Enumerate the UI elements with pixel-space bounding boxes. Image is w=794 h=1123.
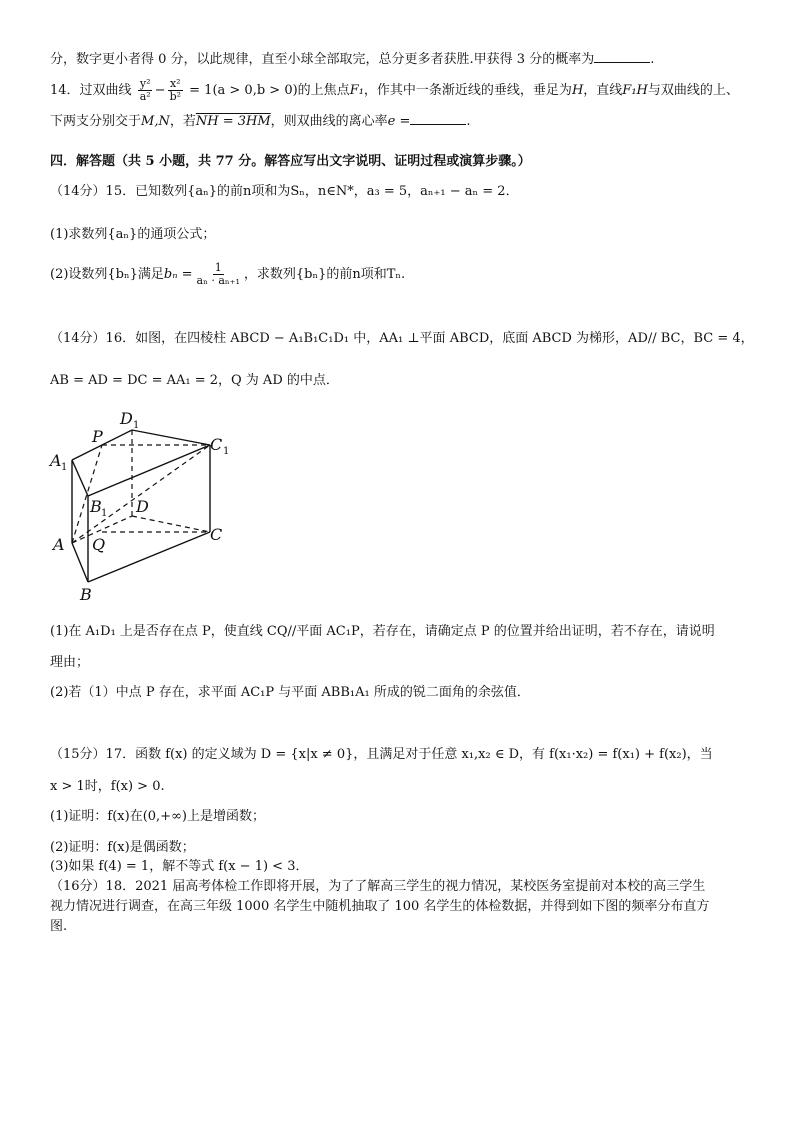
edge-b-c (88, 532, 210, 582)
label-d1-sub: 1 (133, 420, 140, 431)
q15-part2-b: ，求数列{bₙ}的前n项和Tₙ. (243, 267, 406, 282)
section-title: 四．解答题（共 5 小题，共 77 分。解答应写出文字说明、证明过程或演算步骤。） (50, 154, 531, 169)
q16-stem1: （14分）16．如图，在四棱柱 ABCD − A₁B₁C₁D₁ 中，AA₁ ⊥平面 ABCD，底面 ABCD 为梯形，AD// BC，BC = 4， (50, 331, 754, 346)
q14-rest: ，作其中一条渐近线的垂线，垂足为 (363, 83, 572, 98)
points-mn: M,N (141, 114, 170, 129)
q17-part1: (1)证明：f(x)在(0,+∞)上是增函数； (50, 809, 265, 824)
answer-blank (410, 112, 466, 125)
label-a1: A (50, 451, 62, 470)
q14-condition: = 1(a > 0,b > 0) (189, 83, 298, 98)
vector-equation: NH = 3HM (195, 114, 271, 129)
q13-tail-line: 分，数字更小者得 0 分，以此规律，直至小球全部取完，总分更多者获胜.甲获得 3 分的概率为 . (50, 52, 655, 67)
answer-blank (594, 50, 650, 63)
label-c1: C (210, 435, 223, 454)
q18-line3: 图. (50, 919, 68, 934)
fraction-bn (195, 262, 242, 287)
frac-num: x² (169, 77, 181, 90)
label-c: C (210, 525, 223, 544)
q14-line2-a: 下两支分别交于 (50, 114, 142, 129)
label-q: Q (92, 535, 106, 554)
q14-rest2: ，直线 (583, 83, 623, 98)
q16-stem2: AB = AD = DC = AA₁ = 2，Q 为 AD 的中点． (50, 373, 339, 388)
frac-den: aₙ · aₙ₊₁ (196, 274, 240, 287)
q17-stem2: x > 1时，f(x) > 0. (50, 779, 165, 794)
q14-prefix: 14．过双曲线 (50, 83, 132, 98)
frac-den: a² (139, 90, 151, 103)
q15-stem: （14分）15．已知数列{aₙ}的前n项和为Sₙ，n∈N*，a₃ = 5，aₙ₊₁ − aₙ = 2． (50, 184, 519, 199)
eccentricity-symbol: e = (387, 114, 411, 129)
q14-line1: 14．过双曲线 $\frac{\text{y²}}{\text{a²}}$ − $\frac{\text{x²}}{\text{b²}}$ = 1(a > 0,b > 0)的上焦点F₁，作其中一条渐近线的垂线，垂足为H，直线F₁H与双曲线的上、 (50, 77, 739, 103)
q14-line2: 下两支分别交于M,N，若NH = 3HM，则双曲线的离心率e = . (50, 114, 471, 129)
frac-den: b² (169, 90, 182, 103)
label-c1-sub: 1 (223, 446, 230, 457)
fraction-x2-b2 (168, 78, 183, 103)
q14-line2-b: ，若 (169, 114, 196, 129)
q13-tail-text: 分，数字更小者得 0 分，以此规律，直至小球全部取完，总分更多者获胜.甲获得 3 分的概率为 (50, 52, 595, 67)
focus-label: F₁ (349, 83, 364, 98)
edge-d-c-hidden (132, 516, 210, 532)
fraction-y2-a2 (138, 78, 153, 103)
label-a1-sub: 1 (61, 462, 68, 473)
q16-part1-b: 理由； (50, 655, 90, 670)
point-h: H (571, 83, 584, 98)
frac-num: 1 (214, 261, 222, 274)
label-p: P (92, 427, 103, 446)
edge-a1-b1 (72, 460, 88, 496)
label-b1-sub: 1 (101, 508, 108, 519)
label-b: B (80, 585, 92, 604)
q16-part1-a: (1)在 A₁D₁ 上是否存在点 P，使直线 CQ//平面 AC₁P，若存在，请确定点 P 的位置并给出证明，若不存在，请说明 (50, 624, 715, 639)
label-a: A (53, 535, 65, 554)
q15-part2 (50, 262, 754, 287)
label-d1: D (120, 409, 133, 428)
prism-figure (44, 400, 244, 605)
q14-mid: 的上焦点 (297, 83, 350, 98)
q16-part2: (2)若（1）中点 P 存在，求平面 AC₁P 与平面 ABB₁A₁ 所成的锐二面角的余弦值． (50, 685, 530, 700)
label-d: D (136, 497, 149, 516)
q18-line1: （16分）18．2021 届高考体检工作即将开展，为了了解高三学生的视力情况，某校医务室提前对本校的高三学生 (50, 879, 706, 894)
q14-line2-c: ，则双曲线的离心率 (270, 114, 388, 129)
q18-line2: 视力情况进行调查，在高三年级 1000 名学生中随机抽取了 100 名学生的体检数据，并得到如下图的频率分布直方 (50, 899, 710, 914)
edge-a-b (72, 543, 88, 582)
q15-part1: (1)求数列{aₙ}的通项公式； (50, 227, 216, 242)
q14-rest3: 与双曲线的上、 (647, 83, 739, 98)
q17-stem1: （15分）17．函数 f(x) 的定义域为 D = {x|x ≠ 0}，且满足对于任意 x₁,x₂ ∈ D，有 f(x₁·x₂) = f(x₁) + f(x₂)，当 (50, 747, 713, 762)
q17-part2: (2)证明：f(x)是偶函数； (50, 840, 195, 855)
q15-part2-a: (2)设数列{bₙ}满足 (50, 267, 164, 282)
q17-part3: (3)如果 f(4) = 1，解不等式 f(x − 1) < 3． (50, 859, 309, 874)
bn-lhs: bₙ = (163, 267, 193, 282)
line-f1h: F₁H (622, 83, 648, 98)
edge-d1-c1 (132, 430, 210, 445)
label-b1: B (90, 497, 102, 516)
frac-num: y² (139, 77, 151, 90)
